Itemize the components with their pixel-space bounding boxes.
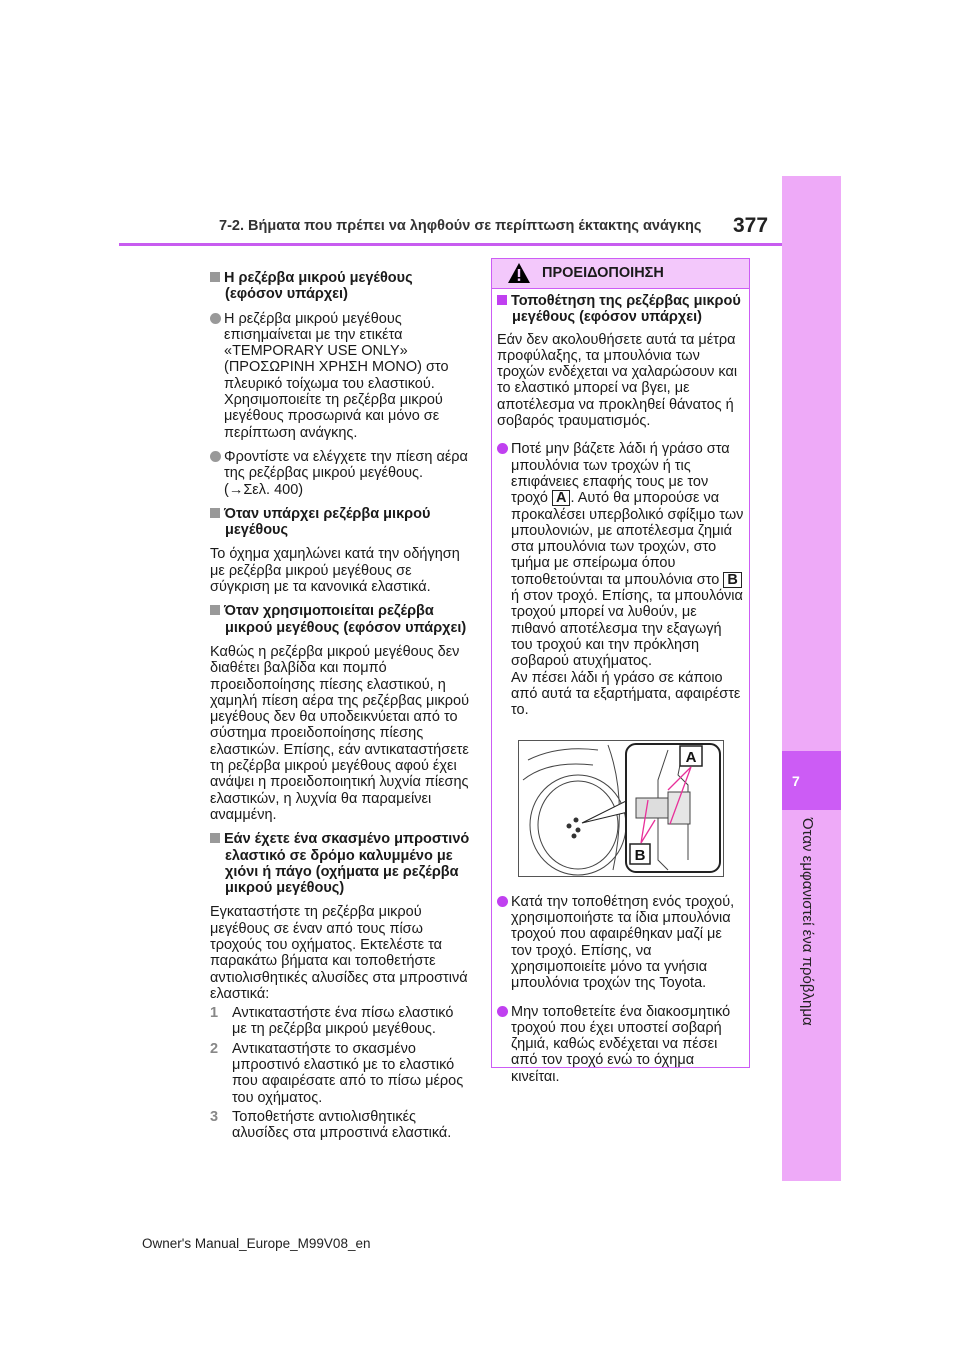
chapter-number: 7 xyxy=(792,773,800,789)
circle-bullet-icon xyxy=(210,313,221,324)
warning-triangle-icon xyxy=(507,262,531,284)
bullet-item: Μην τοποθετείτε ένα διακοσμητικό τροχού που έχει υποστεί σοβαρή ζημιά, καθώς ενδέχεται να πέσει από τον τροχό ενώ το όχημα κινείται. xyxy=(497,1004,745,1085)
section-heading: Εάν έχετε ένα σκασμένο μπροστινό ελαστικό σε δρόμο καλυμμένο με χιόνι ή πάγο (οχήματα με ρεζέρβα μικρού μεγέθους) xyxy=(210,831,472,896)
bullet-item: Η ρεζέρβα μικρού μεγέθους επισημαίνεται με την ετικέτα «TEMPORARY USE ONLY» (ΠΡΟΣΩΡΙΝΗ ΧΡΗΣΗ ΜΟΝΟ) στο πλευρικό τοίχωμα του ελαστικού. Χρησιμοποιείτε τη ρεζέρβα μικρού μεγέθους προσωρινά και μόνο σε περίπτωση ανάγκης. xyxy=(210,311,472,441)
bullet-item: Φροντίστε να ελέγχετε την πίεση αέρα της ρεζέρβας μικρού μεγέθους. (→Σελ. 400) xyxy=(210,449,472,498)
square-bullet-icon xyxy=(210,605,220,615)
circle-bullet-icon xyxy=(497,443,508,454)
circle-bullet-icon xyxy=(497,1006,508,1017)
chapter-side-tab xyxy=(782,176,841,1181)
paragraph: Καθώς η ρεζέρβα μικρού μεγέθους δεν διαθέτει βαλβίδα και πομπό προειδοποίησης πίεσης ελαστικού, η χαμηλή πίεση αέρα της ρεζέρβας μικρού μεγέθους δεν θα υποδεικνύεται από το σύστημα προειδοποίησης πίεσης ελαστικών. Επίσης, εάν αντικαταστήσετε τη ρεζέρβα μικρού μεγέθους αφού έχει ανάψει η προειδοποιητική λυχνία πίεσης ελαστικών, η λυχνία θα παραμείνει αναμμένη. xyxy=(210,643,470,823)
bullet-item: Ποτέ μην βάζετε λάδι ή γράσο στα μπουλόνια των τροχών ή τις επιφάνειες επαφής τους με τον τροχό A . Αυτό θα μπορούσε να προκαλέσει υπερβολικό σφίξιμο των μπουλονιών, με αποτέλεσμα ζημιά στα μπουλόνια των τροχών, στο τμήμα με σπείρωμα όπου τοποθετούνται τα μπουλόνια στο B ή στον τροχό. Επίσης, τα μπουλόνια τροχού μπορεί να λυθούν, με πιθανό αποτέλεσμα την εξαγωγή του τροχού και την πρόκληση σοβαρού ατυχήματος. Αν πέσει λάδι ή γράσο σε κάποιο από αυτά τα εξαρτήματα, αφαιρέστε το. xyxy=(497,441,745,718)
circle-bullet-icon xyxy=(210,451,221,462)
paragraph: Εγκαταστήστε τη ρεζέρβα μικρού μεγέθους σε έναν από τους πίσω τροχούς του οχήματος. Εκτελέστε τα παρακάτω βήματα και τοποθετήστε αντιολισθητικές αλυσίδες στα μπροστινά ελαστικά: xyxy=(210,904,468,1002)
paragraph: Εάν δεν ακολουθήσετε αυτά τα μέτρα προφύλαξης, τα μπουλόνια των τροχών ενδέχεται να χαλαρώσουν και το ελαστικό μπορεί να βγει, με αποτέλεσμα να προκληθεί θάνατος ή σοβαρός τραυματισμός. xyxy=(497,331,738,430)
page-number: 377 xyxy=(733,214,769,237)
label-a: A xyxy=(552,490,570,506)
header-divider xyxy=(119,243,782,246)
footer-text: Owner's Manual_Europe_M99V08_en xyxy=(142,1236,371,1251)
label-b: B xyxy=(723,572,741,588)
warning-heading: Τοποθέτηση της ρεζέρβας μικρού μεγέθους (εφόσον υπάρχει) xyxy=(497,293,745,326)
section-heading: Όταν υπάρχει ρεζέρβα μικρού μεγέθους xyxy=(210,506,472,539)
square-bullet-icon xyxy=(497,295,507,305)
chapter-title: Όταν εμφανιστεί ένα πρόβλημα xyxy=(799,818,816,1026)
wheel-bolt-diagram xyxy=(518,740,724,877)
bullet-item: Κατά την τοποθέτηση ενός τροχού, χρησιμοποιήστε τα ίδια μπουλόνια τροχού που αφαιρέθηκαν μαζί με τον τροχό. Επίσης, να χρησιμοποιείτε μόνο τα γνήσια μπουλόνια τροχών της Toyota. xyxy=(497,894,745,992)
svg-text:B: B xyxy=(634,847,646,865)
section-heading: Όταν χρησιμοποιείται ρεζέρβα μικρού μεγέθους (εφόσον υπάρχει) xyxy=(210,603,472,636)
left-column xyxy=(210,270,472,1145)
svg-text:A: A xyxy=(685,749,697,767)
square-bullet-icon xyxy=(210,508,220,518)
circle-bullet-icon xyxy=(497,896,508,907)
section-title: 7-2. Βήματα που πρέπει να ληφθούν σε περίπτωση έκτακτης ανάγκης xyxy=(219,218,702,234)
warning-header xyxy=(492,259,749,289)
paragraph: Το όχημα χαμηλώνει κατά την οδήγηση με ρεζέρβα μικρού μεγέθους σε σύγκριση με τα κανονικά ελαστικά. xyxy=(210,546,460,596)
step-item: 1 Αντικαταστήστε ένα πίσω ελαστικό με τη ρεζέρβα μικρού μεγέθους. xyxy=(210,1005,454,1038)
warning-box xyxy=(491,258,750,1085)
chapter-number-tab xyxy=(782,751,841,810)
step-item: 3 Τοποθετήστε αντιολισθητικές αλυσίδες στα μπροστινά ελαστικά. xyxy=(210,1108,452,1142)
square-bullet-icon xyxy=(210,833,220,843)
step-item: 2 Αντικαταστήστε το σκασμένο μπροστινό ελαστικό με το ελαστικό που αφαιρέσατε από το πίσω μέρος του οχήματος. xyxy=(210,1040,464,1106)
section-heading: Η ρεζέρβα μικρού μεγέθους (εφόσον υπάρχει) xyxy=(210,270,472,303)
square-bullet-icon xyxy=(210,272,220,282)
warning-title: ΠΡΟΕΙΔΟΠΟΙΗΣΗ xyxy=(542,265,664,281)
